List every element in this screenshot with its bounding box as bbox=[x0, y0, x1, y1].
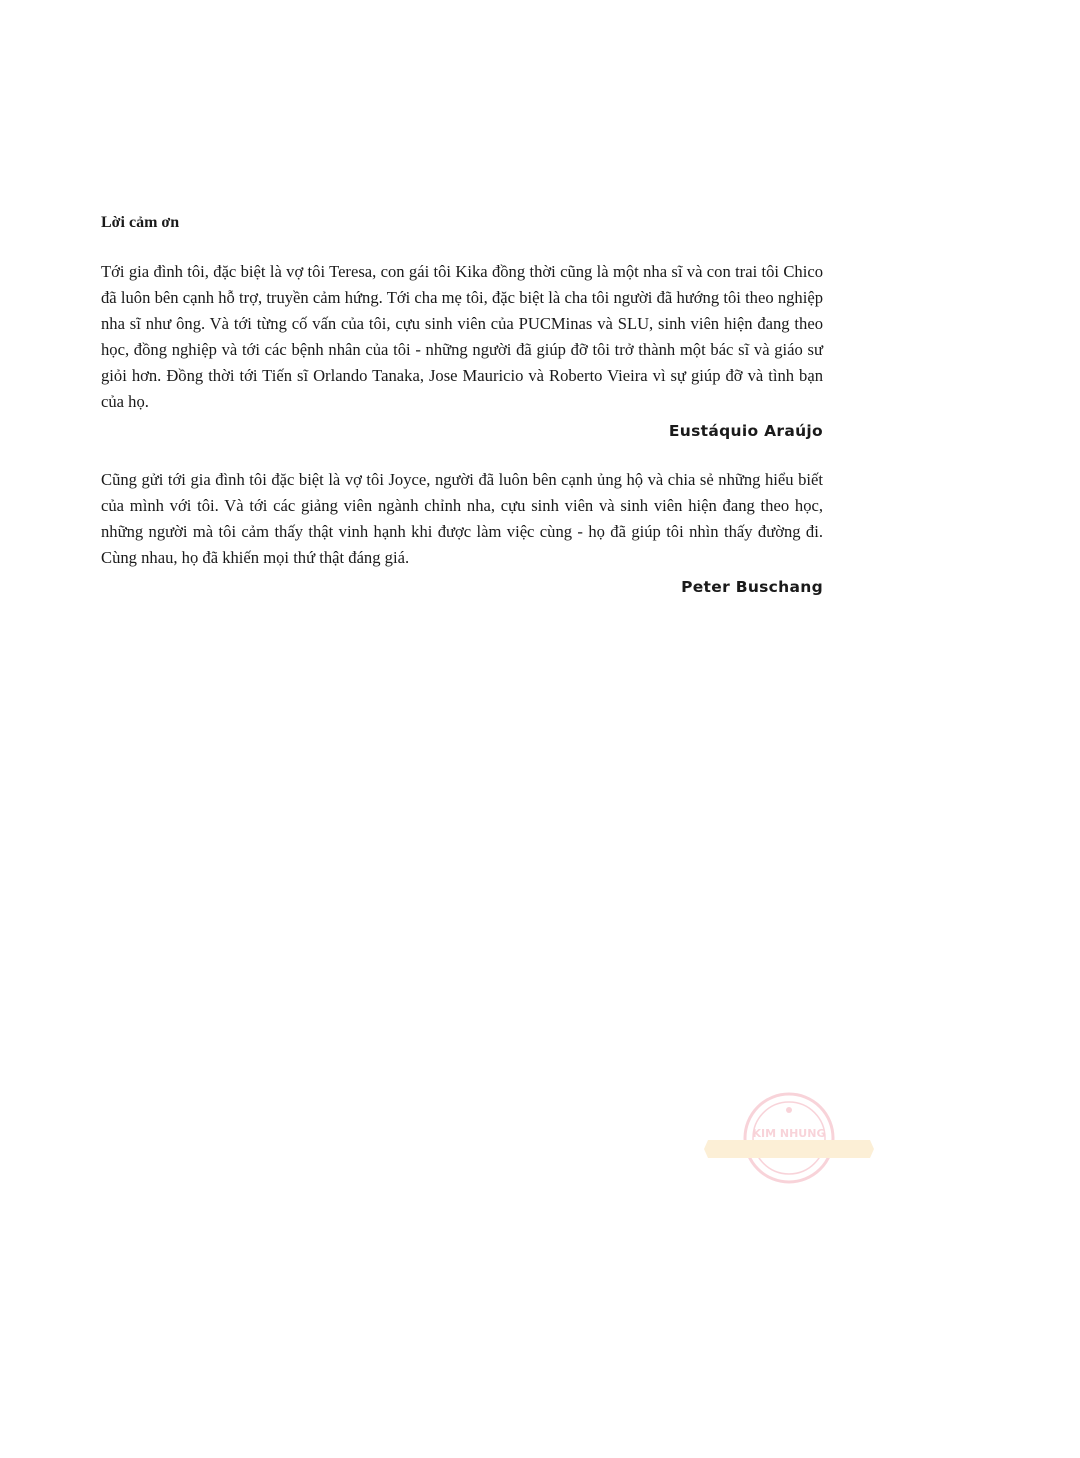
acknowledgement-paragraph-1: Tới gia đình tôi, đặc biệt là vợ tôi Teresa, con gái tôi Kika đồng thời cũng là một nha sĩ và con trai tôi Chico đã luôn bên cạnh hỗ trợ, truyền cảm hứng. Tới cha mẹ tôi, đặc biệt là cha tôi người đã hướng tôi theo nghiệp nha sĩ như ông. Và tới từng cố vấn của tôi, cựu sinh viên của PUCMinas và SLU, sinh viên hiện đang theo học, đồng nghiệp và tới các bệnh nhân của tôi - những người đã giúp đỡ tôi trở thành một bác sĩ và giáo sư giỏi hơn. Đồng thời tới Tiến sĩ Orlando Tanaka, Jose Mauricio và Roberto Vieira vì sự giúp đỡ và tình bạn của họ. bbox=[101, 262, 823, 411]
watermark-text: KIM NHUNG bbox=[752, 1127, 826, 1140]
author-signature-2: Peter Buschang bbox=[681, 578, 823, 596]
paragraph-spacer bbox=[101, 445, 823, 467]
acknowledgement-paragraph-2: Cũng gửi tới gia đình tôi đặc biệt là vợ tôi Joyce, người đã luôn bên cạnh ủng hộ và chia sẻ những hiểu biết của mình với tôi. Và tới các giảng viên ngành chỉnh nha, cựu sinh viên và sinh viên hiện đang theo học, những người mà tôi cảm thấy thật vinh hạnh khi được làm việc cùng - họ đã giúp tôi nhìn thấy đường đi. Cùng nhau, họ đã khiến mọi thứ thật đáng giá. bbox=[101, 470, 823, 567]
author-signature-1: Eustáquio Araújo bbox=[668, 422, 823, 440]
section-heading: Lời cảm ơn bbox=[101, 214, 180, 231]
acknowledgements-section bbox=[101, 210, 823, 601]
watermark-stamp-icon bbox=[704, 1090, 874, 1200]
